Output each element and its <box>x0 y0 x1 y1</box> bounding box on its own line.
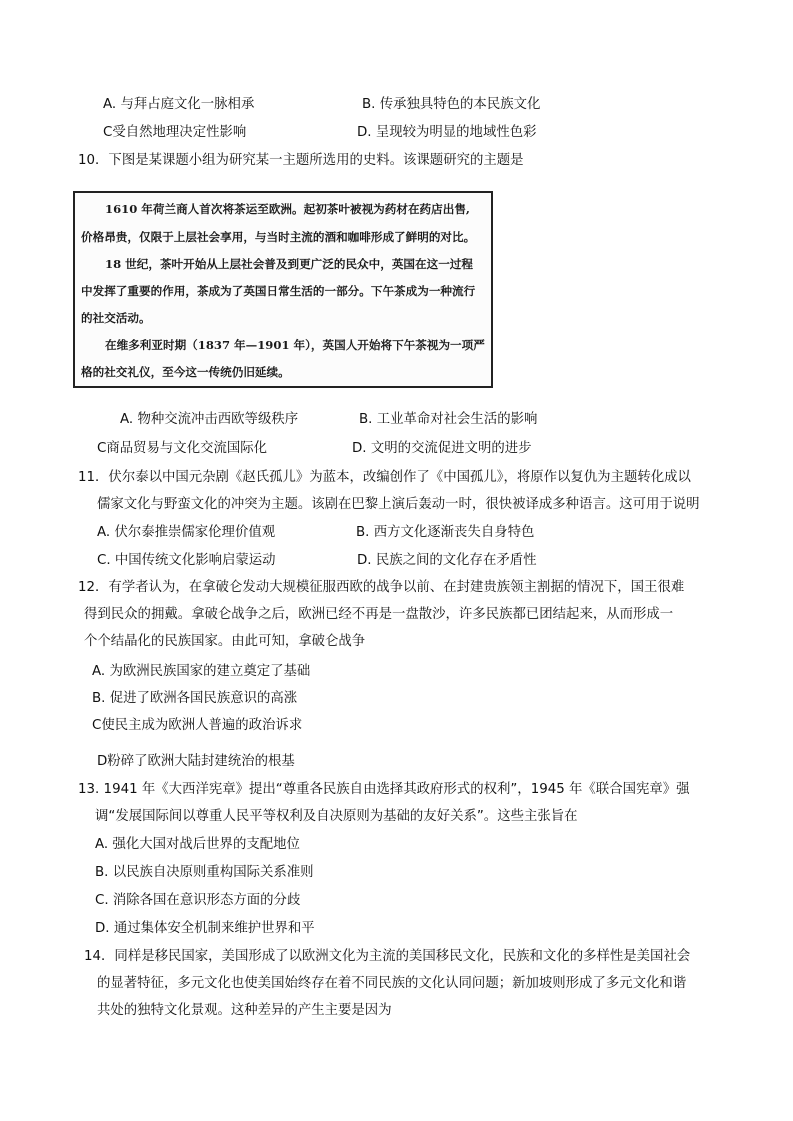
source-line-3: 18 世纪，茶叶开始从上层社会普及到更广泛的民众中，英国在这一过程 <box>105 257 473 271</box>
q11-stem-line-2: 儒家文化与野蛮文化的冲突为主题。该剧在巴黎上演后轰动一时，很快被译成多种语言。这可用于说明 <box>97 497 700 512</box>
q11-option-a: A. 伏尔泰推崇儒家伦理价值观 <box>97 525 276 540</box>
q12-option-c: C使民主成为欧洲人普遍的政治诉求 <box>92 718 303 733</box>
historical-source-box <box>73 191 493 388</box>
q12-stem-line-1: 12．有学者认为，在拿破仑发动大规模征服西欧的战争以前、在封建贵族领主割据的情况下，国王很难 <box>78 580 685 595</box>
q9-option-c: C受自然地理决定性影响 <box>103 125 247 140</box>
q13-stem-line-2: 调“发展国际间以尊重人民平等权利及自决原则为基础的友好关系”。这些主张旨在 <box>95 809 578 824</box>
q9-option-d: D. 呈现较为明显的地域性色彩 <box>357 125 537 140</box>
q13-option-d: D. 通过集体安全机制来维护世界和平 <box>95 921 315 936</box>
q13-stem-line-1: 13. 1941 年《大西洋宪章》提出“尊重各民族自由选择其政府形式的权利”，1945 年《联合国宪章》强 <box>78 782 690 797</box>
q11-option-d: D. 民族之间的文化存在矛盾性 <box>357 553 537 568</box>
q11-option-c: C. 中国传统文化影响启蒙运动 <box>97 553 276 568</box>
source-line-6: 在维多利亚时期（1837 年—1901 年），英国人开始将下午茶视为一项严 <box>105 338 485 352</box>
source-line-7: 格的社交礼仪，至今这一传统仍旧延续。 <box>81 365 290 379</box>
q10-option-c: C商品贸易与文化交流国际化 <box>97 441 268 456</box>
q13-option-b: B. 以民族自决原则重构国际关系准则 <box>95 865 314 880</box>
q14-stem-line-2: 的显著特征，多元文化也使美国始终存在着不同民族的文化认同问题；新加坡则形成了多元文化和谐 <box>97 976 687 991</box>
q14-stem-line-3: 共处的独特文化景观。这种差异的产生主要是因为 <box>97 1003 392 1018</box>
source-line-1: 1610 年荷兰商人首次将茶运至欧洲。起初茶叶被视为药材在药店出售, <box>105 202 470 216</box>
source-line-5: 的社交活动。 <box>81 311 151 325</box>
q12-option-a: A. 为欧洲民族国家的建立奠定了基础 <box>92 664 311 679</box>
q12-option-d: D粉碎了欧洲大陆封建统治的根基 <box>97 754 295 769</box>
q12-option-b: B. 促进了欧洲各国民族意识的高涨 <box>92 691 298 706</box>
q10-option-d: D. 文明的交流促进文明的进步 <box>352 441 532 456</box>
q10-stem: 10．下图是某课题小组为研究某一主题所选用的史料。该课题研究的主题是 <box>78 153 524 168</box>
source-line-4: 中发挥了重要的作用，茶成为了英国日常生活的一部分。下午茶成为一种流行 <box>81 284 476 298</box>
q13-option-c: C. 消除各国在意识形态方面的分歧 <box>95 893 301 908</box>
q11-stem-line-1: 11．伏尔泰以中国元杂剧《赵氏孤儿》为蓝本，改编创作了《中国孤儿》，将原作以复仇为主题转化成以 <box>78 470 691 485</box>
q13-option-a: A. 强化大国对战后世界的支配地位 <box>95 837 300 852</box>
q12-stem-line-2: 得到民众的拥戴。拿破仑战争之后，欧洲已经不再是一盘散沙，许多民族都已团结起来，从而形成一 <box>84 607 674 622</box>
q10-option-b: B. 工业革命对社会生活的影响 <box>359 412 538 427</box>
q12-stem-line-3: 个个结晶化的民族国家。由此可知，拿破仑战争 <box>84 634 366 649</box>
q14-stem-line-1: 14．同样是移民国家，美国形成了以欧洲文化为主流的美国移民文化，民族和文化的多样性是美国社会 <box>84 949 691 964</box>
q9-option-a: A. 与拜占庭文化一脉相承 <box>103 97 255 112</box>
q10-option-a: A. 物种交流冲击西欧等级秩序 <box>120 412 299 427</box>
q11-option-b: B. 西方文化逐渐丧失自身特色 <box>356 525 535 540</box>
q9-option-b: B. 传承独具特色的本民族文化 <box>362 97 541 112</box>
source-line-2: 价格昂贵，仅限于上层社会享用，与当时主流的酒和咖啡形成了鲜明的对比。 <box>81 230 476 244</box>
